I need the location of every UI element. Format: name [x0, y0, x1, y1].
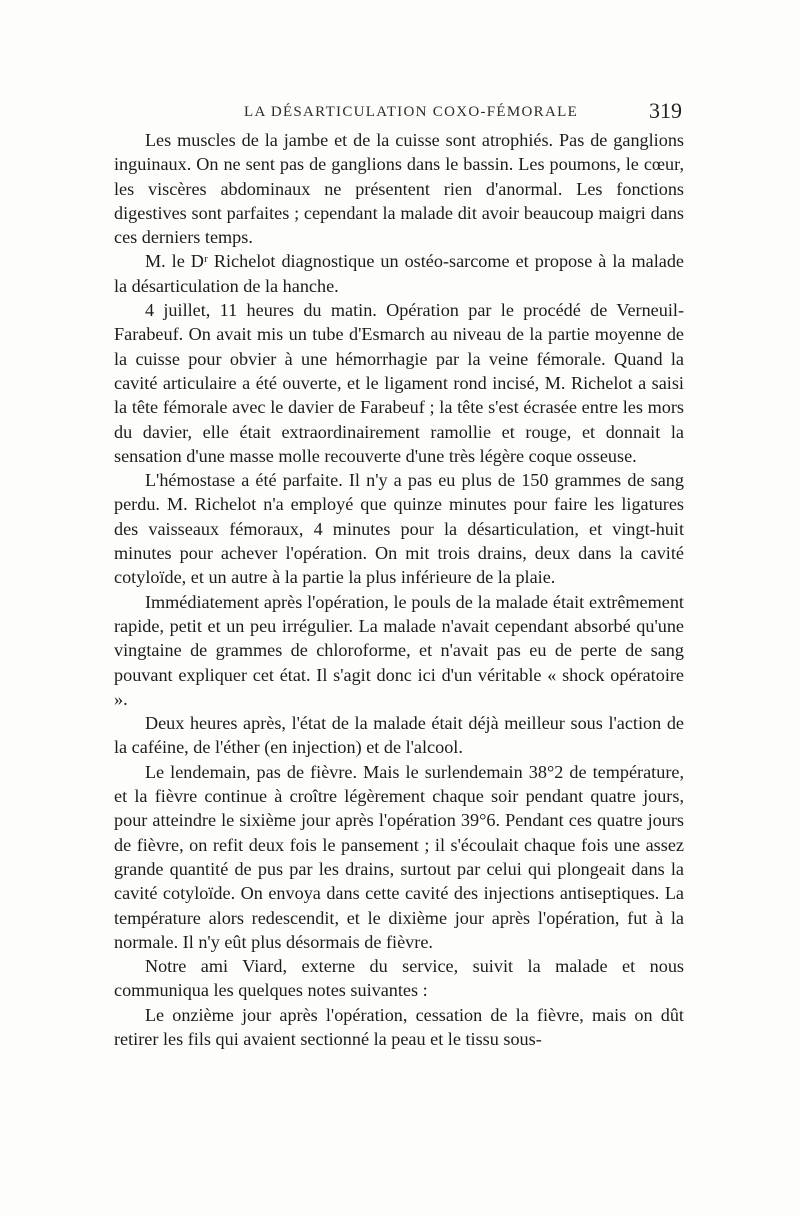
paragraph-notes-intro: Notre ami Viard, externe du service, suivit la malade et nous communiqua les quelques notes suivantes : [114, 956, 684, 1001]
paragraph-eleventh-day: Le onzième jour après l'opération, cessation de la fièvre, mais on dût retirer les fils qui avaient sectionné la peau et le tissu sous- [114, 1004, 684, 1049]
page-header [114, 98, 684, 128]
paragraph-shock: Immédiatement après l'opération, le pouls de la malade était extrêmement rapide, petit et un peu irrégulier. La malade n'avait cependant absorbé qu'une vingtaine de grammes de chloroforme, et n'avait pas eu de perte de sang pouvant expliquer cet état. Il s'agit donc ici d'un véritable « shock opératoire ». [114, 591, 684, 709]
paragraph-atrophy: Les muscles de la jambe et de la cuisse sont atrophiés. Pas de ganglions inguinaux. On ne sent pas de ganglions dans le bassin. Les poumons, le cœur, les viscères abdominaux ne présentent rien d'anormal. Les fonctions digestives sont parfaites ; cependant la malade dit avoir beaucoup maigri dans ces derniers temps. [114, 130, 684, 248]
paragraph-recovery: Deux heures après, l'état de la malade était déjà meilleur sous l'action de la caféine, de l'éther (en injection) et de l'alcool. [114, 713, 684, 758]
paragraph-fever: Le lendemain, pas de fièvre. Mais le surlendemain 38°2 de température, et la fièvre continue à croître légèrement chaque soir pendant quatre jours, pour atteindre le sixième jour après l'opération 39°6. Pendant ces quatre jours de fièvre, on refit deux fois le pansement ; il s'écoulait chaque fois une assez grande quantité de pus par les drains, surtout par celui qui plongeait dans la cavité cotyloïde. On envoya dans cette cavité des injections antiseptiques. La température alors redescendit, et le dixième jour après l'opération, fut à la normale. Il n'y eût plus désormais de fièvre. [114, 761, 684, 952]
running-title: LA DÉSARTICULATION COXO-FÉMORALE [244, 104, 579, 120]
paragraph-hemostasis: L'hémostase a été parfaite. Il n'y a pas eu plus de 150 grammes de sang perdu. M. Richelot n'a employé que quinze minutes pour faire les ligatures des vaisseaux fémoraux, 4 minutes pour la désarticulation, et vingt-huit minutes pour achever l'opération. On mit trois drains, deux dans la cavité cotyloïde, et un autre à la partie la plus inférieure de la plaie. [114, 470, 684, 588]
paragraph-diagnosis: M. le Dʳ Richelot diagnostique un ostéo-sarcome et propose à la malade la désarticulation de la hanche. [114, 251, 684, 296]
paragraph-operation: 4 juillet, 11 heures du matin. Opération par le procédé de Verneuil-Farabeuf. On avait mis un tube d'Esmarch au niveau de la partie moyenne de la cuisse pour obvier à une hémorrhagie par la veine fémorale. Quand la cavité articulaire a été ouverte, et le ligament rond incisé, M. Richelot a saisi la tête fémorale avec le davier de Farabeuf ; la tête s'est écrasée entre les mors du davier, elle était extraordinairement ramollie et rouge, et donnait la sensation d'une masse molle recouverte d'une très légère coque osseuse. [114, 300, 684, 466]
body-text [114, 128, 684, 1051]
page-number: 319 [649, 98, 682, 123]
